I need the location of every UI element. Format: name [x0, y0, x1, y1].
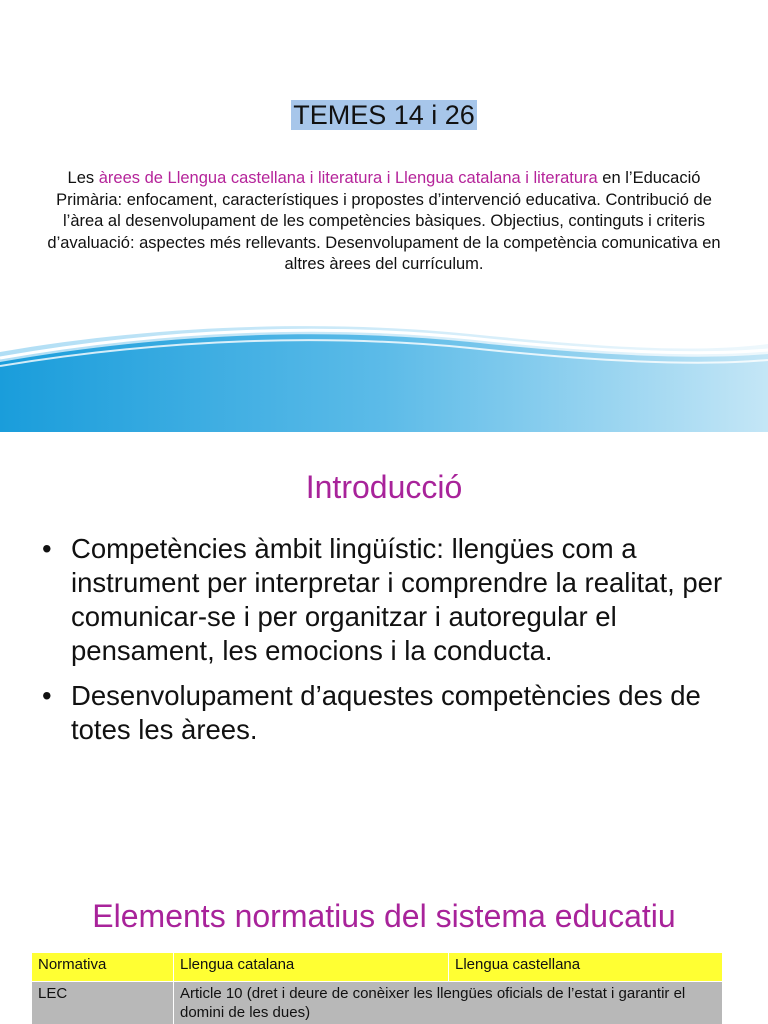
decorative-wave: [0, 318, 768, 432]
list-item: [42, 679, 742, 747]
introduction-heading: Introducció: [305, 469, 463, 505]
bullet-marker: •: [42, 680, 52, 711]
cell-merged-description: Article 10 (dret i deure de conèixer les llengües oficials de l’estat i garantir el domini de les dues): [174, 982, 723, 1024]
description-highlight: àrees de Llengua castellana i literatura i Llengua catalana i literatura: [98, 169, 598, 187]
topic-description: [40, 168, 728, 276]
header-llengua-catalana: Llengua catalana: [174, 953, 449, 982]
slide-title: [0, 0, 768, 432]
list-item: [42, 532, 742, 668]
normative-heading: Elements normatius del sistema educatiu: [92, 898, 676, 934]
description-suffix: en l’Educació Primària: enfocament, característiques i propostes d’intervenció educativa. Contribució de l’àrea al desenvolupament de les competències bàsiques. Objectius, continguts i criteris d’avaluació: aspectes més rellevants. Desenvolupament de la competència comunicativa en altres àrees del currículum.: [47, 169, 721, 273]
header-llengua-castellana: Llengua castellana: [449, 953, 723, 982]
bullet-text: Competències àmbit lingüístic: llengües com a instrument per interpretar i comprendre la realitat, per comunicar-se i per organitzar i autoregular el pensament, les emocions i la conducta.: [71, 533, 723, 666]
bullet-text: Desenvolupament d’aquestes competències des de totes les àrees.: [71, 680, 701, 745]
table-header-row: [32, 953, 723, 982]
header-normativa: Normativa: [32, 953, 174, 982]
slide-title-heading: [0, 98, 768, 132]
description-prefix: Les: [67, 169, 99, 187]
slide-normative-elements: [0, 864, 768, 1024]
cell-normativa: LEC: [32, 982, 174, 1024]
title-text: TEMES 14 i 26: [293, 100, 475, 130]
introduction-bullet-list: [42, 532, 742, 758]
normative-table: [31, 952, 723, 1024]
slide-introduction: [0, 432, 768, 864]
table-row: [32, 982, 723, 1024]
bullet-marker: •: [42, 533, 52, 564]
